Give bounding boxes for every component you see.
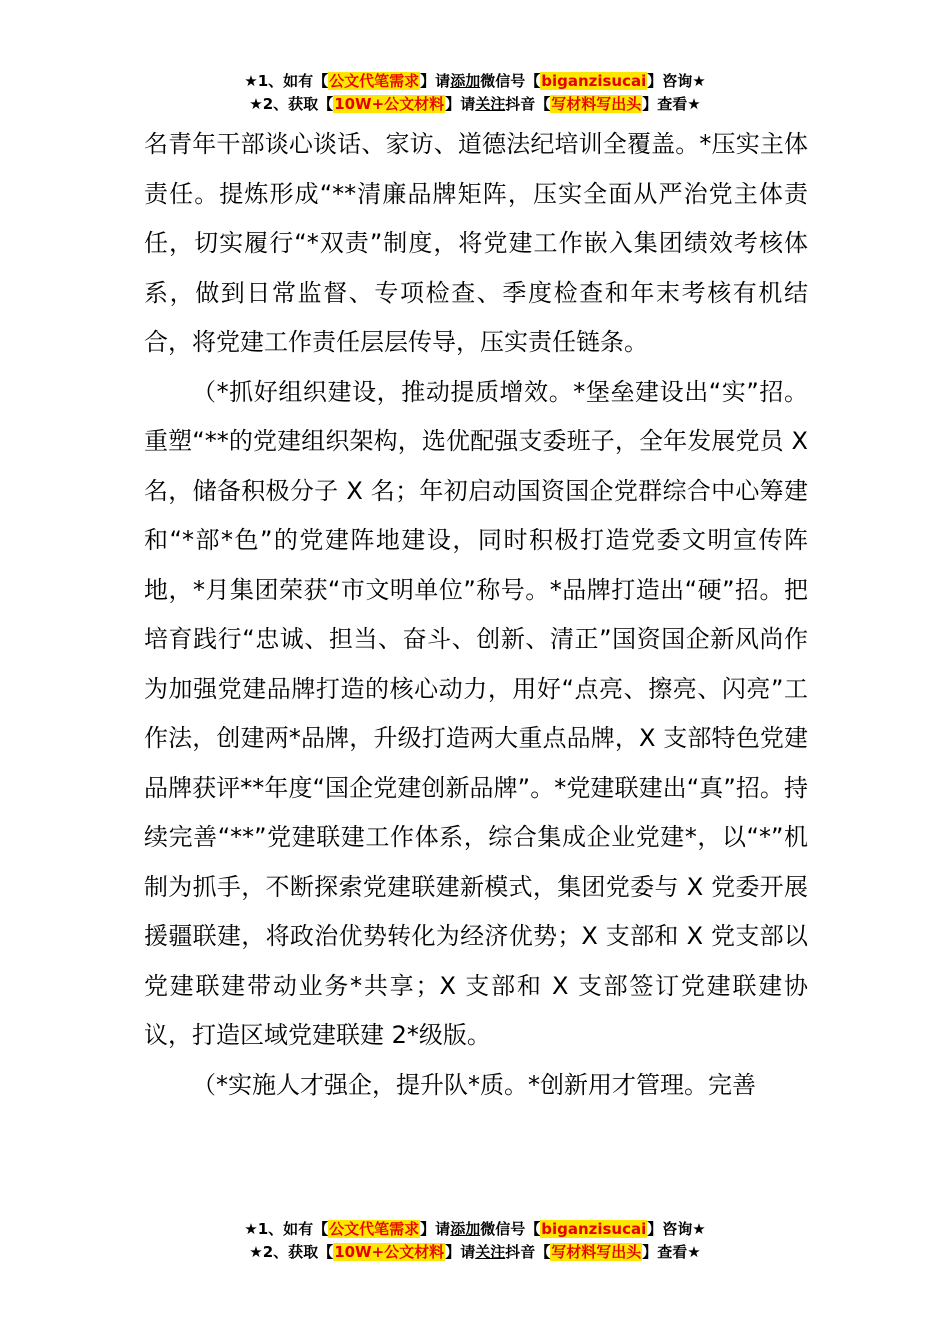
document-body xyxy=(144,120,808,1110)
highlighted-keyword: 公文代笔需求 xyxy=(329,1220,420,1238)
bottom-ad-banner xyxy=(0,1218,950,1264)
paragraph-talent-strategy: （*实施人才强企，提升队*质。*创新用才管理。完善 xyxy=(192,1070,756,1099)
banner-text: 抖音【 xyxy=(505,1243,551,1261)
banner-text: 】查看★ xyxy=(642,1243,701,1261)
banner-line-1 xyxy=(0,1218,950,1241)
douyin-account-highlight: 写材料写出头 xyxy=(551,1243,642,1261)
banner-text: 】请 xyxy=(420,1220,451,1238)
underlined-keyword: 关注 xyxy=(475,1243,506,1261)
banner-text: ★2、获取【 xyxy=(249,95,334,113)
banner-text: 】咨询★ xyxy=(647,72,706,90)
banner-text: 】查看★ xyxy=(642,95,701,113)
banner-text: 微信号【 xyxy=(480,1220,541,1238)
top-ad-banner xyxy=(0,70,950,116)
underlined-keyword: 添加 xyxy=(450,1220,481,1238)
wechat-id-highlight: biganzisucai xyxy=(541,72,647,90)
banner-line-1 xyxy=(0,70,950,93)
banner-line-2 xyxy=(0,1241,950,1264)
highlighted-keyword: 10W+公文材料 xyxy=(334,95,445,113)
banner-text: ★2、获取【 xyxy=(249,1243,334,1261)
douyin-account-highlight: 写材料写出头 xyxy=(551,95,642,113)
banner-text: 微信号【 xyxy=(480,72,541,90)
banner-text: 】咨询★ xyxy=(647,1220,706,1238)
highlighted-keyword: 公文代笔需求 xyxy=(329,72,420,90)
underlined-keyword: 关注 xyxy=(475,95,506,113)
underlined-keyword: 添加 xyxy=(450,72,481,90)
banner-text: 】请 xyxy=(445,95,476,113)
banner-text: 】请 xyxy=(420,72,451,90)
paragraph-organization-building: （*抓好组织建设，推动提质增效。*堡垒建设出“实”招。重塑“**的党建组织架构，选优配强支委班子，全年发展党员 X 名，储备积极分子 X 名；年初启动国资国企党群综合中心筹建和“*部*色”的党建阵地建设，同时积极打造党委文明宣传阵地，*月集团荣获“市文明单位”称号。*品牌打造出“硬”招。把培育践行“忠诚、担当、奋斗、创新、清正”国资国企新风尚作为加强党建品牌打造的核心动力，用好“点亮、擦亮、闪亮”工作法，创建两*品牌，升级打造两大重点品牌，X 支部特色党建品牌获评**年度“国企党建创新品牌”。*党建联建出“真”招。持续完善“**”党建联建工作体系，综合集成企业党建*，以“*”机制为抓手，不断探索党建联建新模式，集团党委与 X 党委开展援疆联建，将政治优势转化为经济优势；X 支部和 X 党支部以党建联建带动业务*共享；X 支部和 X 支部签订党建联建协议，打造区域党建联建 2*级版。 xyxy=(144,377,808,1049)
wechat-id-highlight: biganzisucai xyxy=(541,1220,647,1238)
highlighted-keyword: 10W+公文材料 xyxy=(334,1243,445,1261)
banner-text: ★1、如有【 xyxy=(244,1220,329,1238)
paragraph-continued: 名青年干部谈心谈话、家访、道德法纪培训全覆盖。*压实主体责任。提炼形成“**清廉品牌矩阵，压实全面从严治党主体责任，切实履行“*双责”制度，将党建工作嵌入集团绩效考核体系，做到日常监督、专项检查、季度检查和年末考核有机结合，将党建工作责任层层传导，压实责任链条。 xyxy=(144,130,808,356)
banner-text: ★1、如有【 xyxy=(244,72,329,90)
banner-text: 抖音【 xyxy=(505,95,551,113)
banner-line-2 xyxy=(0,93,950,116)
banner-text: 】请 xyxy=(445,1243,476,1261)
